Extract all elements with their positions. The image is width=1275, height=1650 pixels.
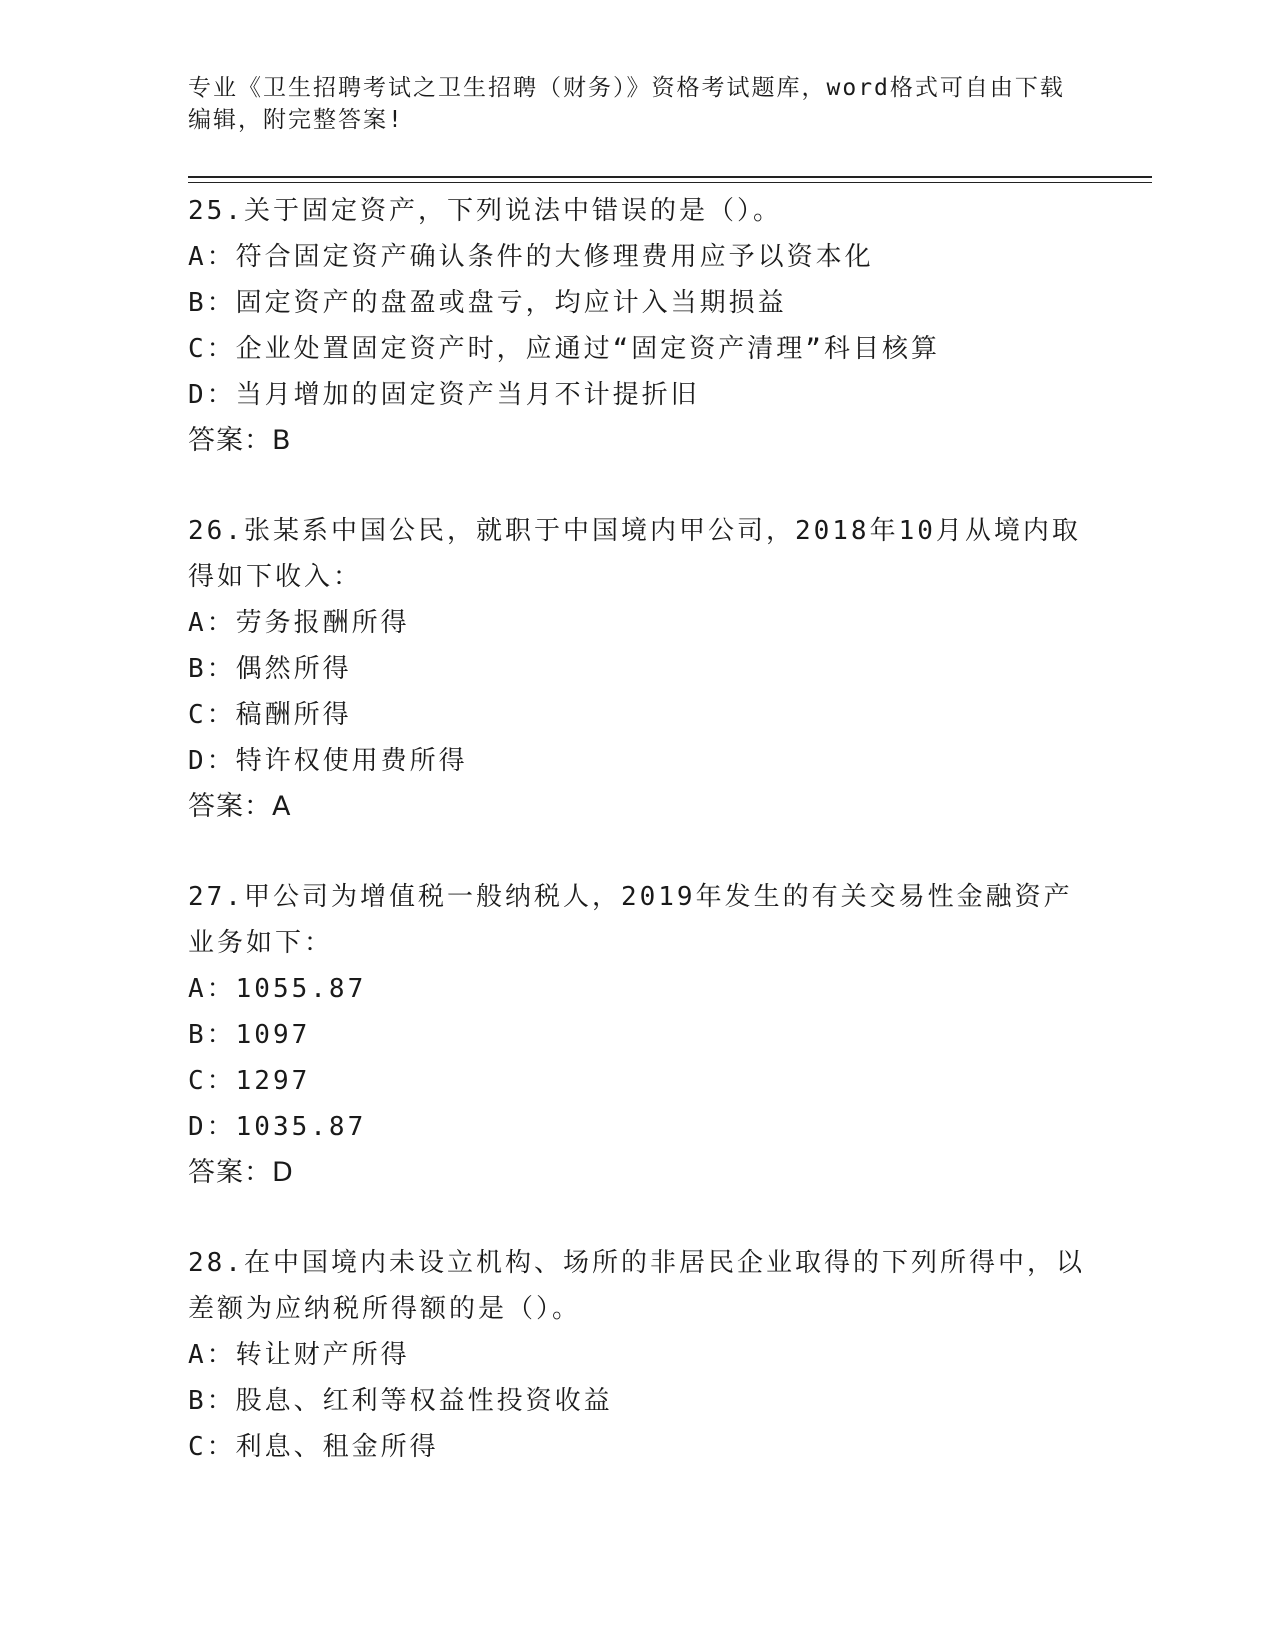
header-line-2: 编辑，附完整答案!: [188, 107, 404, 133]
option-b: B：偶然所得: [188, 654, 352, 684]
option-a: A：转让财产所得: [188, 1340, 410, 1370]
question-stem: 27.甲公司为增值税一般纳税人，2019年发生的有关交易性金融资产业务如下：: [188, 882, 1073, 958]
answer-line: 答案：D: [188, 1157, 294, 1188]
question-stem: 28.在中国境内未设立机构、场所的非居民企业取得的下列所得中，以差额为应纳税所得额的是（）。: [188, 1248, 1085, 1324]
option-d: D：当月增加的固定资产当月不计提折旧: [188, 380, 700, 410]
option-b: B：固定资产的盘盈或盘亏，均应计入当期损益: [188, 288, 787, 318]
question-26: [188, 508, 1088, 830]
option-a: A：符合固定资产确认条件的大修理费用应予以资本化: [188, 242, 874, 272]
header-rule-thin: [188, 182, 1152, 183]
option-b: B：股息、红利等权益性投资收益: [188, 1386, 613, 1416]
option-c: C：1297: [188, 1066, 311, 1096]
option-b: B：1097: [188, 1020, 311, 1050]
question-25: [188, 188, 1088, 464]
option-c: C：企业处置固定资产时，应通过“固定资产清理”科目核算: [188, 334, 940, 364]
question-stem: 26.张某系中国公民，就职于中国境内甲公司，2018年10月从境内取得如下收入：: [188, 516, 1081, 592]
answer-line: 答案：B: [188, 425, 292, 456]
question-27: [188, 874, 1088, 1196]
option-a: A：1055.87: [188, 974, 367, 1004]
option-c: C：利息、租金所得: [188, 1432, 439, 1462]
header-rule-thick: [188, 176, 1152, 178]
option-a: A：劳务报酬所得: [188, 608, 410, 638]
answer-line: 答案：A: [188, 791, 292, 822]
question-28: [188, 1240, 1088, 1470]
question-list: [188, 188, 1088, 1514]
option-d: D：1035.87: [188, 1112, 367, 1142]
option-c: C：稿酬所得: [188, 700, 352, 730]
header-line-1: 专业《卫生招聘考试之卫生招聘（财务）》资格考试题库，word格式可自由下载: [188, 75, 1065, 101]
option-d: D：特许权使用费所得: [188, 746, 468, 776]
question-stem: 25.关于固定资产，下列说法中错误的是（）。: [188, 196, 782, 226]
document-header: [188, 72, 1088, 136]
